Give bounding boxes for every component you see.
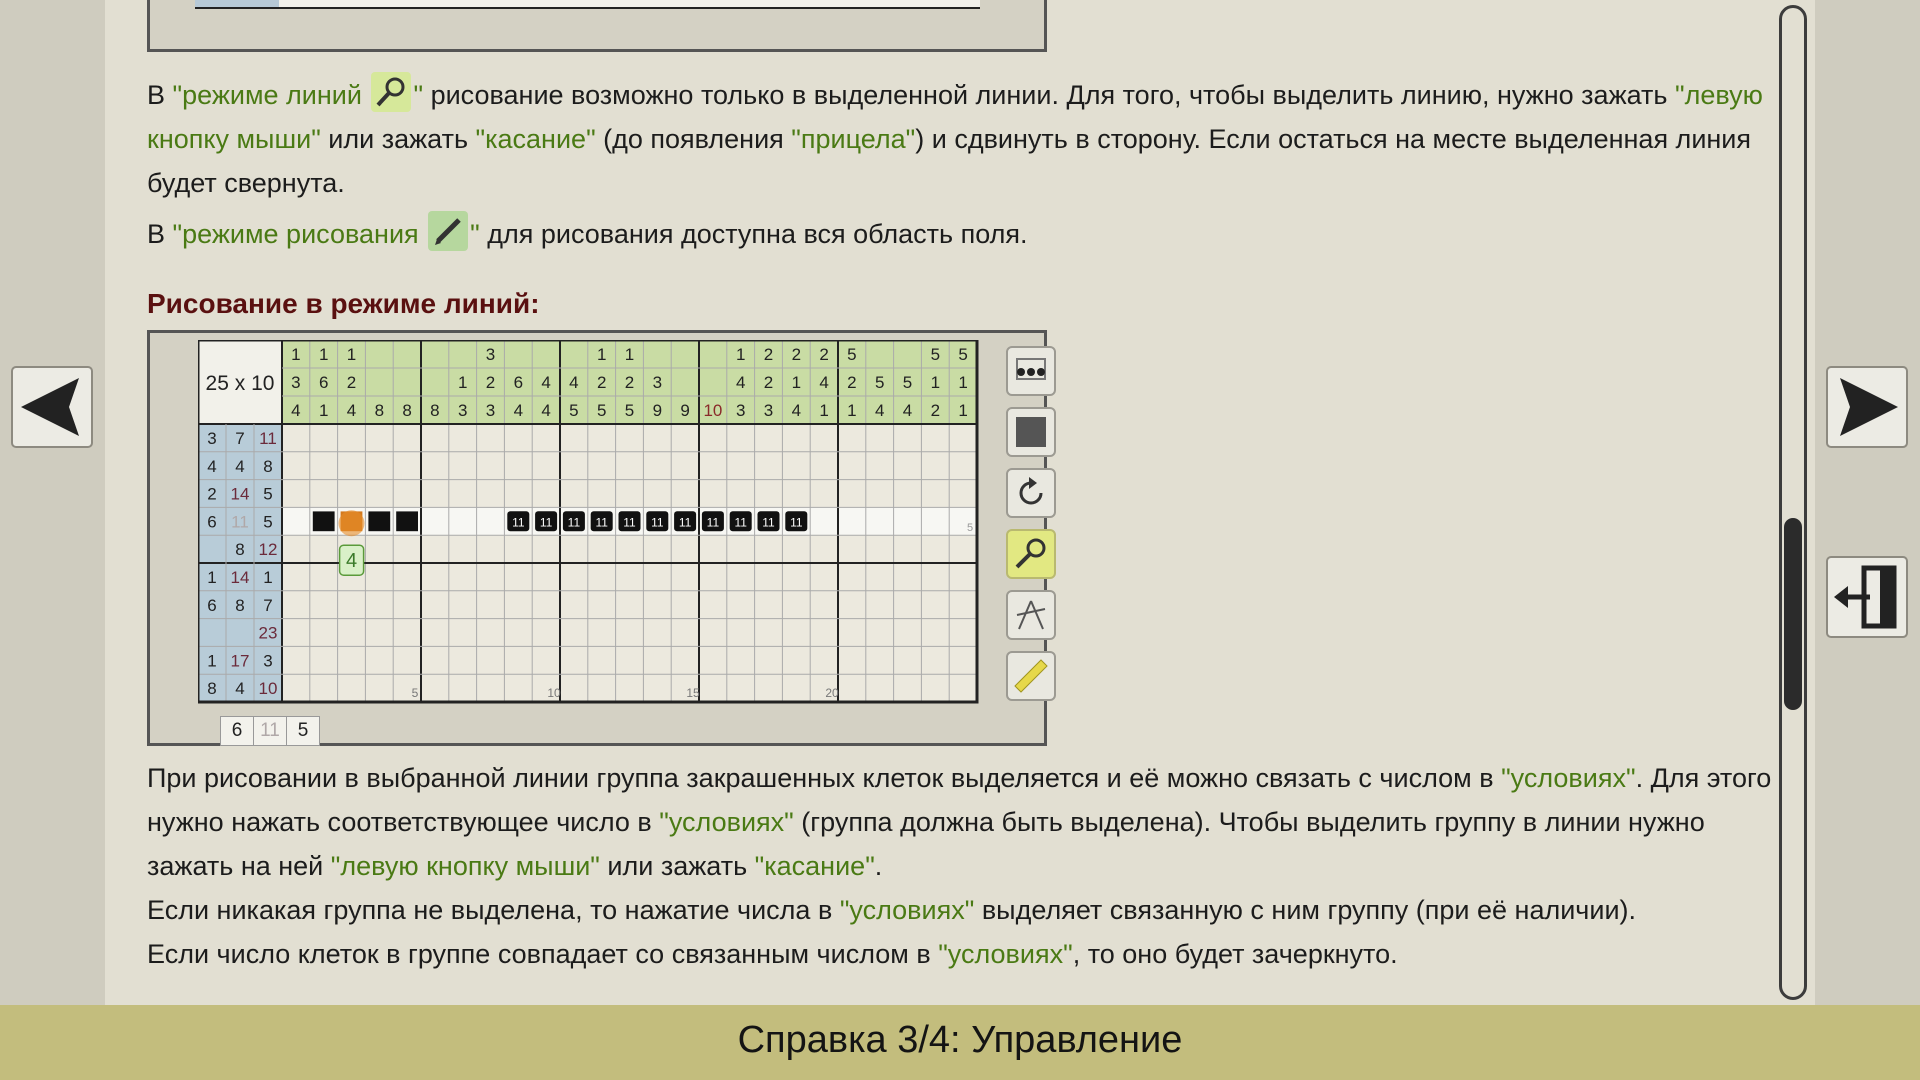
column-clue: 1 [624,345,635,364]
column-clue: 2 [930,401,941,420]
row-clue: 5 [263,484,273,504]
lines-mode-tool[interactable] [1006,529,1056,579]
scrollbar-thumb[interactable] [1784,518,1802,710]
column-clue: 2 [763,373,774,392]
marked-cell-number: 11 [567,515,581,530]
row-clue: 11 [259,429,277,448]
footer-bar [0,1005,1920,1080]
column-clue: 3 [457,401,468,420]
row-clue: 1 [263,568,273,587]
dots-tool[interactable] [1006,346,1056,396]
column-clue: 4 [541,401,551,420]
column-clue: 4 [819,373,829,392]
paragraph-select-group: Если никакая группа не выделена, то нажатие числа в "условиях" выделяет связанную с ним группу (при её наличии). [147,895,1637,925]
drag-cursor [339,510,365,536]
column-clue: 5 [624,401,635,420]
column-clue: 2 [791,345,802,364]
exit-icon [1828,558,1906,636]
lines-mode-example-screenshot [147,330,1047,746]
column-clue: 1 [457,373,468,392]
column-clue: 2 [624,373,635,392]
column-clue: 4 [735,373,746,392]
column-clue: 4 [902,401,913,420]
column-clue: 6 [513,373,524,392]
row-clue: 23 [258,623,278,643]
row-clue: 2 [207,484,217,504]
column-clue: 8 [430,401,440,420]
column-mark: 15 [686,686,700,700]
undo-tool[interactable] [1006,468,1056,518]
arrow-left-icon [13,368,91,446]
column-clue: 3 [652,373,663,392]
column-clue: 4 [791,401,802,420]
section-heading: Рисование в режиме линий: [147,288,540,319]
paragraph-lines-mode: В "режиме линий " рисование возможно только в выделенной линии. Для того, чтобы выделить линию, нужно зажать "левую кнопку мыши" или зажать "касание" (до появления "прицела") и сдвинуть в сторону. Если остаться на месте выделенная линия будет свернута. [147,72,1787,205]
column-clue: 3 [485,345,496,364]
column-clue: 2 [819,345,829,364]
group-count-label: 4 [346,550,358,573]
row-clue: 8 [235,595,245,615]
column-clue: 4 [346,401,357,420]
column-mark: 10 [547,686,561,700]
selected-line-clue[interactable]: 6 [220,716,254,746]
next-page-button[interactable] [1826,366,1908,448]
row-clue: 11 [231,512,249,532]
row-clue: 1 [207,651,217,671]
column-clue: 8 [374,401,385,420]
marked-cell-number: 11 [734,515,747,530]
ruler-tool[interactable] [1006,651,1056,701]
paragraph-groups: При рисовании в выбранной линии группа закрашенных клеток выделяется и её можно связать с числом в "условиях". Для этого нужно нажать соответствующее число в "условиях" (группа должна быть выделена). Чтобы выделить группу в линии нужно зажать на ней "левую кнопку мыши" или зажать "касание". [147,763,1772,881]
column-clue: 1 [291,345,301,364]
row-clue: 3 [207,429,217,448]
row-clue: 14 [230,568,250,587]
row-mark: 5 [966,522,974,535]
column-clue: 1 [318,345,329,364]
marked-cell-number: 11 [790,515,803,530]
column-clue: 1 [819,401,829,420]
nonogram-grid [198,340,990,709]
row-clue: 17 [230,651,250,671]
column-clue: 2 [485,373,496,392]
row-clue: 10 [258,679,278,699]
column-clue: 1 [318,401,329,420]
row-clue: 1 [207,568,217,587]
marked-cell-number: 11 [595,515,608,530]
row-clue: 8 [207,679,217,699]
scrollbar-track[interactable] [1779,5,1807,1000]
column-clue: 2 [596,373,607,392]
paragraph-draw-mode: В "режиме рисования " для рисования доступна вся область поля. [147,211,1787,256]
page-title: Справка 3/4: Управление [737,1019,1183,1061]
row-clue: 4 [207,456,217,476]
column-clue: 1 [930,373,941,392]
column-clue: 8 [402,401,412,420]
filled-cell [313,511,335,531]
row-clue: 4 [235,679,245,699]
column-clue: 3 [291,373,301,392]
marked-cell-number: 11 [539,515,553,530]
row-clue: 4 [235,456,245,476]
column-clue: 6 [318,373,329,392]
column-clue: 5 [902,373,913,392]
column-clue: 5 [596,401,607,420]
column-clue: 4 [291,401,301,420]
row-clue: 5 [263,512,273,532]
row-clue: 12 [258,540,278,560]
size-label: 25 x 10 [205,372,275,395]
column-clue: 2 [847,373,857,392]
marked-cell-number: 11 [651,515,664,530]
column-clue: 5 [958,345,968,364]
pencil-icon [428,211,468,251]
column-clue: 1 [735,345,746,364]
column-clue: 3 [735,401,746,420]
marked-cell-number: 11 [706,515,720,530]
column-clue: 4 [874,401,885,420]
prev-page-button[interactable] [11,366,93,448]
previous-example-screenshot [147,0,1047,52]
filled-cell [368,511,390,531]
magnifier-icon [371,72,411,112]
column-clue: 5 [874,373,885,392]
column-clue: 1 [958,401,968,420]
row-clue: 8 [235,540,245,560]
row-clue: 3 [263,651,273,671]
marked-cell-number: 11 [512,515,525,530]
help-content [105,0,1815,1005]
selected-line-clue[interactable]: 5 [286,716,320,746]
column-clue: 4 [513,401,524,420]
column-clue: 9 [652,401,663,420]
column-clue: 10 [703,401,723,420]
column-clue: 1 [596,345,607,364]
paragraph-crossed: Если число клеток в группе совпадает со связанным числом в "условиях", то оно будет зачеркнуто. [147,939,1398,969]
column-clue: 2 [346,373,357,392]
column-mark: 20 [825,686,839,700]
column-clue: 1 [847,401,857,420]
column-clue: 2 [763,345,774,364]
column-clue: 5 [930,345,941,364]
column-clue: 4 [569,373,579,392]
marked-cell-number: 11 [762,515,775,530]
column-clue: 5 [847,345,857,364]
row-clue: 6 [207,512,217,532]
marked-cell-number: 11 [623,515,636,530]
marked-cell-number: 11 [678,515,692,530]
column-clue: 1 [958,373,968,392]
row-clue: 8 [263,456,273,476]
compass-tool[interactable] [1006,590,1056,640]
row-clue: 6 [207,595,217,615]
exit-button[interactable] [1826,556,1908,638]
arrow-right-icon [1828,368,1906,446]
column-clue: 9 [680,401,690,420]
row-clue: 14 [230,484,250,504]
selected-line-clue[interactable]: 11 [253,716,287,746]
filled-cell [396,511,418,531]
row-clue: 7 [263,595,273,615]
column-mark: 5 [411,686,419,700]
row-clue: 7 [235,429,245,448]
column-clue: 4 [541,373,551,392]
fill-tool[interactable] [1006,407,1056,457]
column-clue: 3 [763,401,774,420]
column-clue: 5 [569,401,579,420]
column-clue: 1 [346,345,357,364]
column-clue: 3 [485,401,496,420]
column-clue: 1 [791,373,802,392]
